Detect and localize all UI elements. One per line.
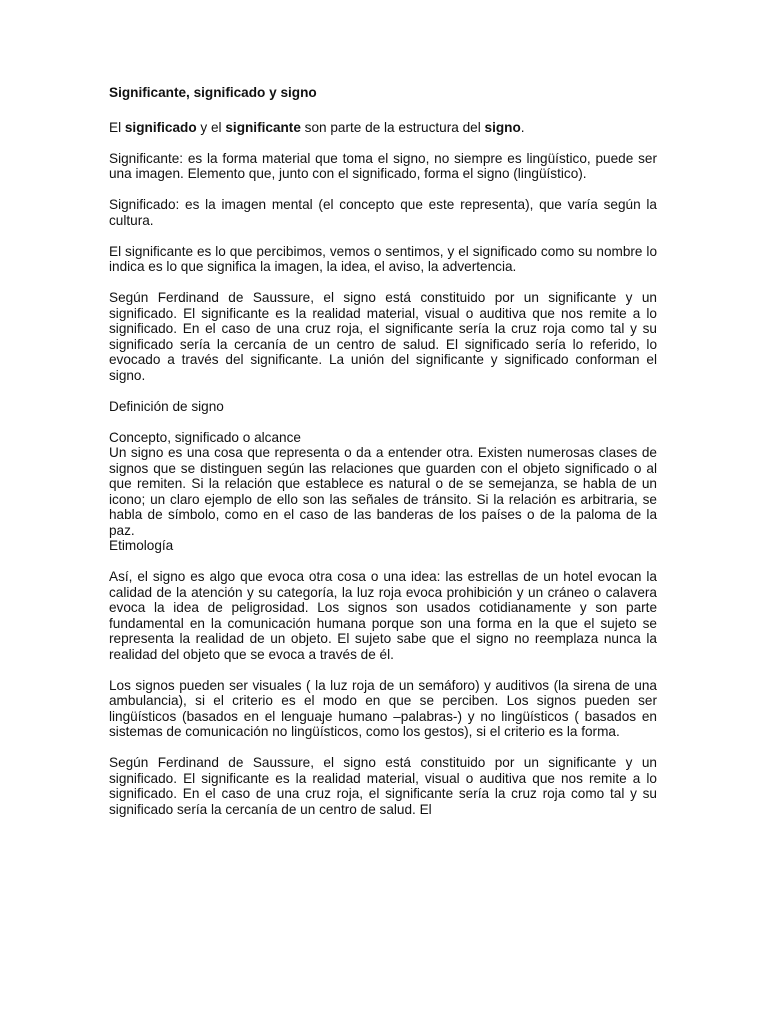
paragraph-significado: Significado: es la imagen mental (el concepto que este representa), que varía según la cultura. [109, 197, 657, 228]
document-title: Significante, significado y signo [109, 85, 317, 100]
paragraph-asi: Así, el signo es algo que evoca otra cosa o una idea: las estrellas de un hotel evocan la calidad de la atención y su categoría, la luz roja evoca prohibición y un cráneo o calavera evoca la idea de peligrosidad. Los signos son usados cotidianamente y son parte fundamental en la comunicación humana porque son una forma en la que el sujeto se representa la realidad de un objeto. El sujeto sabe que el signo no reemplaza nunca la realidad del objeto que se evoca a través de él. [109, 569, 657, 662]
document-body [109, 85, 657, 833]
heading-definicion: Definición de signo [109, 398, 224, 414]
paragraph-saussure-2: Según Ferdinand de Saussure, el signo está constituido por un significante y un significado. El significante es la realidad material, visual o auditiva que nos remite a lo significado. En el caso de una cruz roja, el significante sería la cruz roja como tal y su significado sería la cercanía de un centro de salud. El [109, 755, 657, 817]
intro-text-3: son parte de la estructura del [300, 119, 485, 135]
paragraph-significante: Significante: es la forma material que toma el signo, no siempre es lingüístico, puede ser una imagen. Elemento que, junto con el significado, forma el signo (lingüístico). [109, 150, 657, 181]
heading-etimologia: Etimología [109, 538, 174, 553]
paragraph-percibimos: El significante es lo que percibimos, vemos o sentimos, y el significado como su nombre lo indica es lo que significa la imagen, la idea, el aviso, la advertencia. [109, 243, 657, 274]
intro-text-4: . [520, 119, 525, 135]
intro-paragraph [109, 120, 657, 136]
paragraph-visuales: Los signos pueden ser visuales ( la luz roja de un semáforo) y auditivos (la sirena de una ambulancia), si el criterio es el modo en que se perciben. Los signos pueden ser lingüísticos (basados en el lenguaje humano –palabras-) y no lingüísticos ( basados en sistemas de comunicación no lingüísticos, como los gestos), si el criterio es la forma. [109, 677, 657, 739]
intro-bold-signo: signo [484, 119, 521, 135]
paragraph-concepto: Un signo es una cosa que representa o da a entender otra. Existen numerosas clases de signos que se distinguen según las relaciones que guarden con el objeto significado o al que remiten. Si la relación que establece es natural o de se semejanza, se habla de un icono; un claro ejemplo de ello son las señales de tránsito. Si la relación es arbitraria, se habla de símbolo, como en el caso de las banderas de los países o de la paloma de la paz. [109, 445, 657, 538]
paragraph-saussure-1: Según Ferdinand de Saussure, el signo está constituido por un significante y un significado. El significante es la realidad material, visual o auditiva que nos remite a lo significado. En el caso de una cruz roja, el significante sería la cruz roja como tal y su significado sería la cercanía de un centro de salud. El significado sería lo referido, lo evocado a través del significante. La unión del significante y significado conforman el signo. [109, 290, 657, 383]
intro-bold-significante: significante [225, 119, 301, 135]
intro-text-2: y el [196, 119, 226, 135]
intro-text-1: El [109, 119, 125, 135]
intro-bold-significado: significado [124, 119, 197, 135]
heading-concepto: Concepto, significado o alcance [109, 429, 301, 445]
